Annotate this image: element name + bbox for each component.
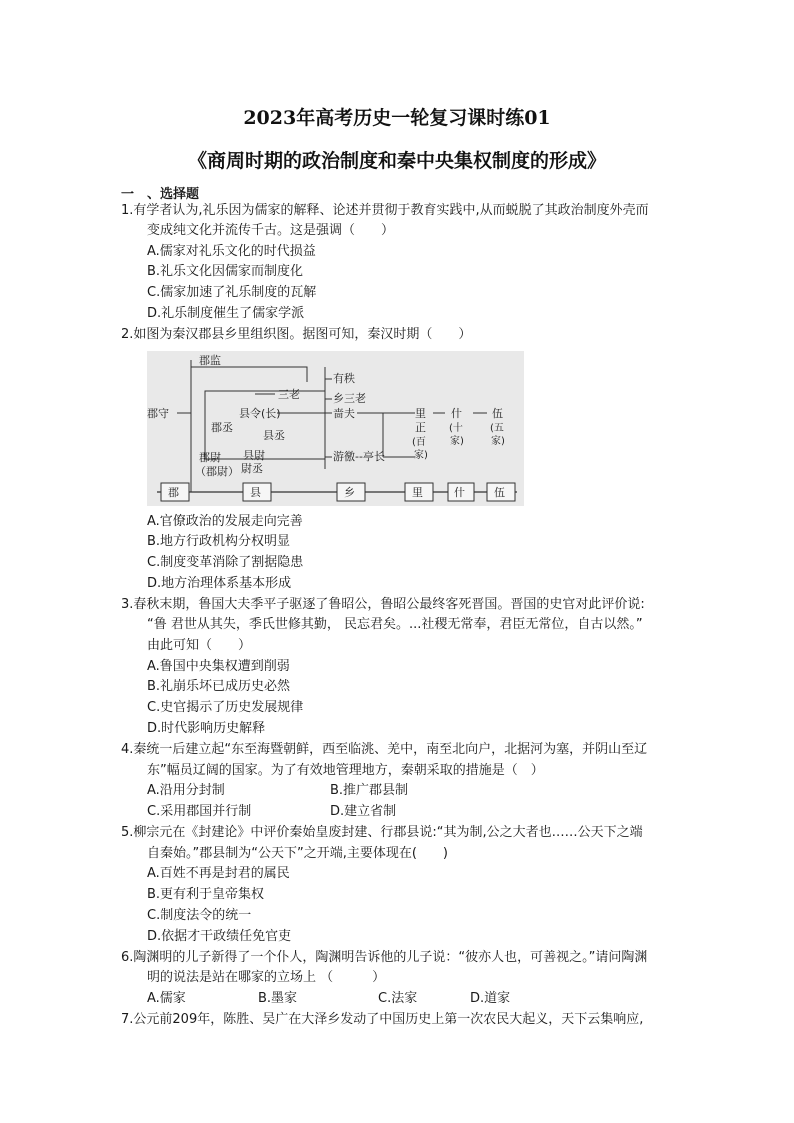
organization-diagram-svg [147, 351, 524, 506]
q5-option-a: A.百姓不再是封君的属民 [147, 866, 290, 881]
q3-option-c: C.史官揭示了历史发展规律 [147, 700, 304, 715]
q1-stem-line2: 变成纯文化并流传千古。这是强调（ ） [147, 223, 395, 238]
box-label-li: 里 [412, 486, 423, 499]
label-junjian: 郡监 [199, 354, 221, 367]
q5-stem-line1: 5.柳宗元在《封建论》中评价秦始皇废封建、行郡县说:“其为制,公之大者也……公天下之端 [121, 825, 643, 840]
q6-option-d: D.道家 [470, 991, 511, 1006]
q3-stem-line2: “鲁 君世从其失，季氏世修其勤， 民忘君矣。...社稷无常奉，君臣无常位，自古以然。” [147, 617, 643, 632]
label-junwei: 郡尉 [199, 451, 221, 464]
q6-stem-line2: 明的说法是站在哪家的立场上 （ ） [147, 970, 386, 985]
label-lizheng-3: (百 [412, 437, 426, 448]
label-xiangsanlao: 乡三老 [333, 392, 366, 405]
box-label-shi: 什 [454, 486, 465, 499]
label-xianwei: 县尉 [243, 449, 265, 462]
q2-stem-line1: 2.如图为秦汉郡县乡里组织图。据图可知，秦汉时期（ ） [121, 327, 472, 342]
q4-option-b: B.推广郡县制 [330, 783, 409, 798]
q3-stem-line1: 3.春秋末期，鲁国大夫季平子驱逐了鲁昭公，鲁昭公最终客死晋国。晋国的史官对此评价说: [121, 597, 645, 612]
q1-option-b: B.礼乐文化因儒家而制度化 [147, 264, 304, 279]
q1-option-c: C.儒家加速了礼乐制度的瓦解 [147, 285, 317, 300]
q3-option-d: D.时代影响历史解释 [147, 721, 266, 736]
label-junshou: 郡守 [147, 407, 169, 420]
q4-option-a: A.沿用分封制 [147, 783, 225, 798]
q3-option-a: A.鲁国中央集权遭到削弱 [147, 659, 290, 674]
q7-stem-line1: 7.公元前209年，陈胜、吴广在大泽乡发动了中国历史上第一次农民大起义，天下云集响应, [121, 1012, 644, 1027]
box-label-xiang: 乡 [344, 486, 355, 499]
label-junwei-alt: （郡尉） [195, 465, 239, 478]
q6-option-a: A.儒家 [147, 991, 186, 1006]
label-wu-1: 伍 [492, 407, 503, 420]
q5-option-d: D.依据才干政绩任免官吏 [147, 929, 292, 944]
label-lizheng-4: 家) [414, 450, 428, 461]
page-title: 2023年高考历史一轮复习课时练01 [243, 107, 551, 129]
label-juncheng: 郡丞 [211, 421, 233, 434]
q3-stem-line3: 由此可知（ ） [147, 638, 252, 653]
box-label-xian: 县 [250, 486, 261, 499]
q4-stem-line2: 东”幅员辽阔的国家。为了有效地管理地方，秦朝采取的措施是（ ） [147, 763, 544, 778]
q5-stem-line2: 自秦始。”郡县制为“公天下”之开端,主要体现在( ) [147, 846, 448, 861]
label-youjiao: 游徼--亭长 [333, 450, 385, 463]
q5-option-b: B.更有利于皇帝集权 [147, 887, 265, 902]
section-heading: 一 、选择题 [121, 187, 200, 202]
label-lizheng-2: 正 [415, 421, 426, 434]
q4-stem-line1: 4.秦统一后建立起“东至海暨朝鲜，西至临洮、羌中，南至北向户，北据河为塞，并阴山至辽 [121, 742, 648, 757]
label-shi-2: (十 [449, 423, 463, 434]
q1-stem-line1: 1.有学者认为,礼乐因为儒家的解释、论述并贯彻于教育实践中,从而蜕脱了其政治制度外壳而 [121, 203, 649, 218]
label-xianling: 县令(长) [239, 407, 281, 420]
label-wu-3: 家) [491, 436, 505, 447]
q6-option-b: B.墨家 [258, 991, 298, 1006]
label-xiancheng: 县丞 [263, 429, 285, 442]
label-shi-3: 家) [450, 436, 464, 447]
q1-option-a: A.儒家对礼乐文化的时代损益 [147, 244, 316, 259]
page-subtitle: 《商周时期的政治制度和秦中央集权制度的形成》 [187, 150, 606, 172]
label-sanlao: 三老 [278, 388, 300, 401]
box-label-wu: 伍 [494, 486, 505, 499]
box-label-jun: 郡 [168, 486, 179, 499]
label-sefu: 啬夫 [333, 407, 355, 420]
organization-diagram [147, 351, 524, 506]
label-shi-1: 什 [451, 407, 462, 420]
q5-option-c: C.制度法令的统一 [147, 908, 252, 923]
label-lizheng-1: 里 [415, 407, 426, 420]
q1-option-d: D.礼乐制度催生了儒家学派 [147, 306, 305, 321]
label-wu-2: (五 [490, 423, 504, 434]
q2-option-a: A.官僚政治的发展走向完善 [147, 514, 303, 529]
label-youzhi: 有秩 [333, 372, 355, 385]
label-weicheng: 尉丞 [241, 462, 263, 475]
q2-option-b: B.地方行政机构分权明显 [147, 534, 291, 549]
q6-option-c: C.法家 [378, 991, 418, 1006]
q2-option-d: D.地方治理体系基本形成 [147, 576, 292, 591]
q4-option-d: D.建立省制 [330, 804, 397, 819]
q6-stem-line1: 6.陶渊明的儿子新得了一个仆人，陶渊明告诉他的儿子说：“彼亦人也，可善视之。”请问陶渊 [121, 950, 648, 965]
q4-option-c: C.采用郡国并行制 [147, 804, 252, 819]
q3-option-b: B.礼崩乐坏已成历史必然 [147, 679, 291, 694]
q2-option-c: C.制度变革消除了割据隐患 [147, 555, 304, 570]
